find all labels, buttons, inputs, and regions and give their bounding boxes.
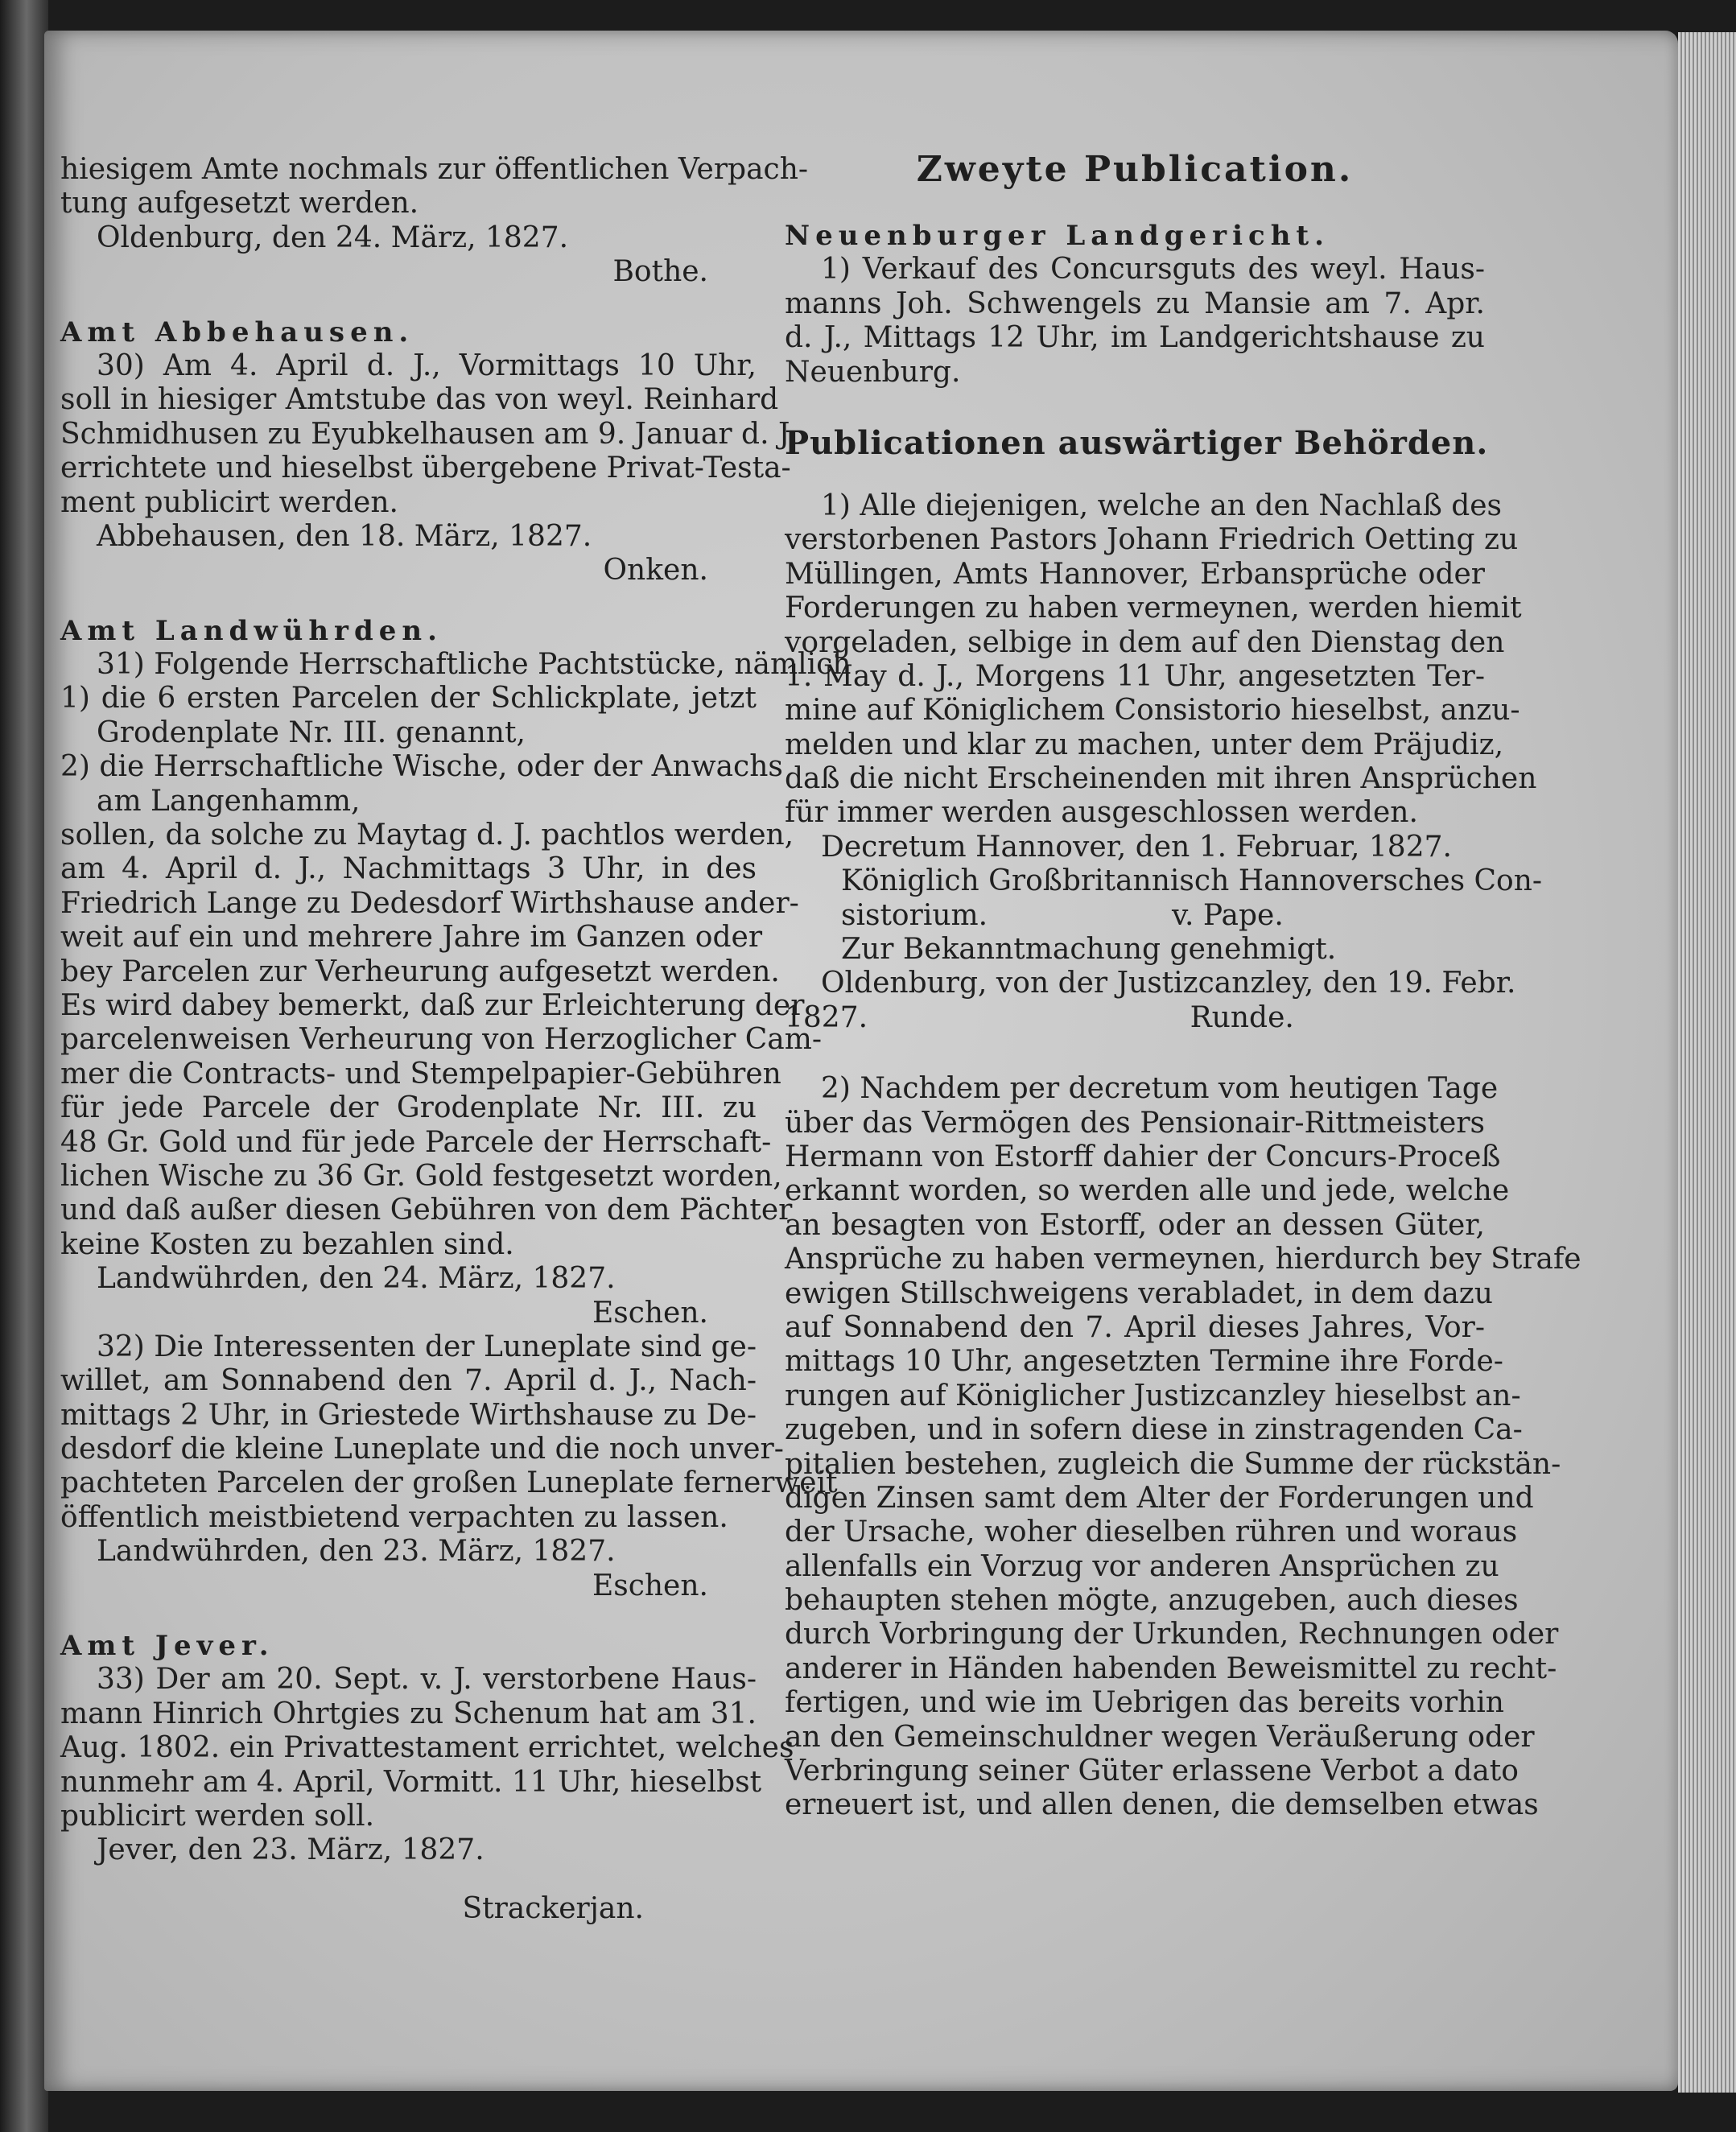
text-line: d. J., Mittags 12 Uhr, im Landgerichtshause zu xyxy=(785,321,1485,355)
left-column xyxy=(60,153,852,1926)
text-line: öffentlich meistbietend verpachten zu lassen. xyxy=(60,1500,728,1534)
issuer-line: Königlich Großbritannisch Hannoversches Con- xyxy=(841,864,1543,898)
dateline: Jever, den 23. März, 1827. xyxy=(97,1833,485,1867)
text-line: bey Parcelen zur Verheurung aufgesetzt werden. xyxy=(60,955,780,988)
text-line: willet, am Sonnabend den 7. April d. J., Nach- xyxy=(60,1364,757,1398)
text-line: pitalien bestehen, zugleich die Summe der rückstän- xyxy=(785,1447,1561,1481)
text-line: Aug. 1802. ein Privattestament errichtet, welches xyxy=(60,1731,794,1765)
text-line: Grodenplate Nr. III. genannt, xyxy=(97,715,526,749)
text-line: weit auf ein und mehrere Jahre im Ganzen oder xyxy=(60,921,763,955)
section-heading: Neuenburger Landgericht. xyxy=(785,220,1330,252)
text-line: vorgeladen, selbige in dem auf den Dienstag den xyxy=(785,625,1505,659)
text-line: allenfalls ein Vorzug vor anderen Ansprüchen zu xyxy=(785,1549,1499,1583)
text-line: behaupten stehen mögte, anzugeben, auch dieses xyxy=(785,1584,1519,1618)
dateline: Abbehausen, den 18. März, 1827. xyxy=(97,519,592,553)
text-line: lichen Wische zu 36 Gr. Gold festgesetzt worden, xyxy=(60,1159,782,1193)
text-line: publicirt werden soll. xyxy=(60,1799,375,1833)
text-line: auf Sonnabend den 7. April dieses Jahres, Vor- xyxy=(785,1310,1485,1344)
text-line: rungen auf Königlicher Justizcanzley hieselbst an- xyxy=(785,1379,1521,1412)
text-line: mittags 10 Uhr, angesetzten Termine ihre Forde- xyxy=(785,1345,1503,1379)
section-heading: Amt Jever. xyxy=(60,1630,274,1663)
signature: Bothe. xyxy=(612,255,708,289)
text-line: sollen, da solche zu Maytag d. J. pachtlos werden, xyxy=(60,819,794,852)
issuer-signature-line: sistorium. v. Pape. xyxy=(841,898,1284,932)
dateline: Landwührden, den 23. März, 1827. xyxy=(97,1535,616,1569)
text-line: der Ursache, woher dieselben rühren und woraus xyxy=(785,1515,1518,1549)
text-line: melden und klar zu machen, unter dem Präjudiz, xyxy=(785,728,1504,761)
text-line: ment publicirt werden. xyxy=(60,485,398,519)
dateline: Decretum Hannover, den 1. Februar, 1827. xyxy=(821,830,1452,864)
text-line: Es wird dabey bemerkt, daß zur Erleichterung der xyxy=(60,988,805,1022)
text-line: mann Hinrich Ohrtgies zu Schenum hat am 31. xyxy=(60,1697,757,1730)
text-line: Verbringung seiner Güter erlassene Verbot a dato xyxy=(785,1755,1519,1788)
text-line: Forderungen zu haben vermeynen, werden hiemit xyxy=(785,592,1522,625)
text-line: Hermann von Estorff dahier der Concurs-Proceß xyxy=(785,1140,1501,1173)
text-line: über das Vermögen des Pensionair-Rittmeisters xyxy=(785,1106,1485,1140)
text-line: zugeben, und in sofern diese in zinstragenden Ca- xyxy=(785,1413,1523,1447)
text-line: für jede Parcele der Grodenplate Nr. III. zu xyxy=(60,1091,757,1125)
text-line: pachteten Parcelen der großen Luneplate fernerweit xyxy=(60,1466,838,1500)
dateline: Landwührden, den 24. März, 1827. xyxy=(97,1262,616,1296)
text-line: daß die nicht Erscheinenden mit ihren Ansprüchen xyxy=(785,762,1537,796)
text-line: mittags 2 Uhr, in Griestede Wirthshause zu De- xyxy=(60,1398,757,1432)
signature: Onken. xyxy=(603,554,708,588)
right-column xyxy=(785,149,1581,1823)
text-line: durch Vorbringung der Urkunden, Rechnungen oder xyxy=(785,1618,1559,1652)
section-title: Publicationen auswärtiger Behörden. xyxy=(785,423,1489,462)
signature: Eschen. xyxy=(592,1569,708,1602)
text-line: 2) Nachdem per decretum vom heutigen Tage xyxy=(821,1072,1499,1106)
page-stack-edge xyxy=(1678,32,1736,2093)
text-line: digen Zinsen samt dem Alter der Forderungen und xyxy=(785,1481,1534,1515)
text-line: manns Joh. Schwengels zu Mansie am 7. Apr. xyxy=(785,287,1485,320)
text-line: erneuert ist, und allen denen, die demselben etwas xyxy=(785,1788,1539,1822)
dateline-signature: 1827. Runde. xyxy=(785,1000,1294,1034)
text-line: hiesigem Amte nochmals zur öffentlichen Verpach- xyxy=(60,153,809,186)
text-line: 31) Folgende Herrschaftliche Pachtstücke, nämlich xyxy=(97,648,852,682)
text-line: an den Gemeinschuldner wegen Veräußerung oder xyxy=(785,1720,1535,1754)
text-line: an besagten von Estorff, oder an dessen Güter, xyxy=(785,1208,1485,1242)
text-line: fertigen, und wie im Uebrigen das bereits vorhin xyxy=(785,1686,1504,1720)
text-line: für immer werden ausgeschlossen werden. xyxy=(785,796,1418,830)
text-line: keine Kosten zu bezahlen sind. xyxy=(60,1227,514,1261)
text-line: 1) Alle diejenigen, welche an den Nachlaß des xyxy=(821,489,1503,522)
text-line: Neuenburg. xyxy=(785,355,961,389)
text-line: Schmidhusen zu Eyubkelhausen am 9. Januar d. J. xyxy=(60,417,798,451)
approval-note: Zur Bekanntmachung genehmigt. xyxy=(841,933,1337,967)
text-line: und daß außer diesen Gebühren von dem Pächter xyxy=(60,1194,793,1227)
publication-title: Zweyte Publication. xyxy=(916,149,1354,190)
text-line: mer die Contracts- und Stempelpapier-Gebühren xyxy=(60,1057,781,1091)
text-line: 1. May d. J., Morgens 11 Uhr, angesetzten Ter- xyxy=(785,659,1485,693)
text-line: desdorf die kleine Luneplate und die noch unver- xyxy=(60,1433,784,1466)
text-line: am Langenhamm, xyxy=(97,784,361,818)
facing-page-edge-marks xyxy=(0,153,18,2004)
binding-gutter xyxy=(0,0,48,2132)
text-line: verstorbenen Pastors Johann Friedrich Oetting zu xyxy=(785,523,1519,557)
text-line: nunmehr am 4. April, Vormitt. 11 Uhr, hieselbst xyxy=(60,1765,762,1799)
text-line: ewigen Stillschweigens verabladet, in dem dazu xyxy=(785,1276,1493,1310)
text-line: 33) Der am 20. Sept. v. J. verstorbene Haus- xyxy=(97,1663,757,1697)
dateline: Oldenburg, den 24. März, 1827. xyxy=(97,221,569,254)
text-line: mine auf Königlichem Consistorio hieselbst, anzu- xyxy=(785,694,1520,728)
section-heading: Amt Landwührden. xyxy=(60,614,443,647)
text-line: 32) Die Interessenten der Luneplate sind ge- xyxy=(97,1330,757,1363)
signature: Eschen. xyxy=(592,1296,708,1330)
text-line: anderer in Händen habenden Beweismittel zu recht- xyxy=(785,1652,1557,1685)
text-line: Friedrich Lange zu Dedesdorf Wirthshause ander- xyxy=(60,886,799,920)
dateline: Oldenburg, von der Justizcanzley, den 19. Febr. xyxy=(821,967,1516,1000)
text-line: Müllingen, Amts Hannover, Erbansprüche oder xyxy=(785,557,1485,591)
section-heading: Amt Abbehausen. xyxy=(60,315,414,348)
text-line: Ansprüche zu haben vermeynen, hierdurch bey Strafe xyxy=(785,1243,1581,1276)
signature: Strackerjan. xyxy=(462,1891,644,1925)
text-line: erkannt worden, so werden alle und jede, welche xyxy=(785,1174,1510,1208)
text-line: 30) Am 4. April d. J., Vormittags 10 Uhr, xyxy=(97,348,757,382)
text-line: am 4. April d. J., Nachmittags 3 Uhr, in des xyxy=(60,852,757,886)
text-line: errichtete und hieselbst übergebene Privat-Testa- xyxy=(60,452,791,485)
text-line: 1) die 6 ersten Parcelen der Schlickplate, jetzt xyxy=(60,682,757,715)
text-line: 48 Gr. Gold und für jede Parcele der Herrschaft- xyxy=(60,1125,772,1159)
text-line: 2) die Herrschaftliche Wische, oder der Anwachs xyxy=(60,750,783,784)
text-line: parcelenweisen Verheurung von Herzoglicher Cam- xyxy=(60,1023,823,1057)
text-line: soll in hiesiger Amtstube das von weyl. Reinhard xyxy=(60,383,779,417)
text-line: tung aufgesetzt werden. xyxy=(60,187,419,221)
text-line: 1) Verkauf des Concursguts des weyl. Haus- xyxy=(821,253,1485,287)
